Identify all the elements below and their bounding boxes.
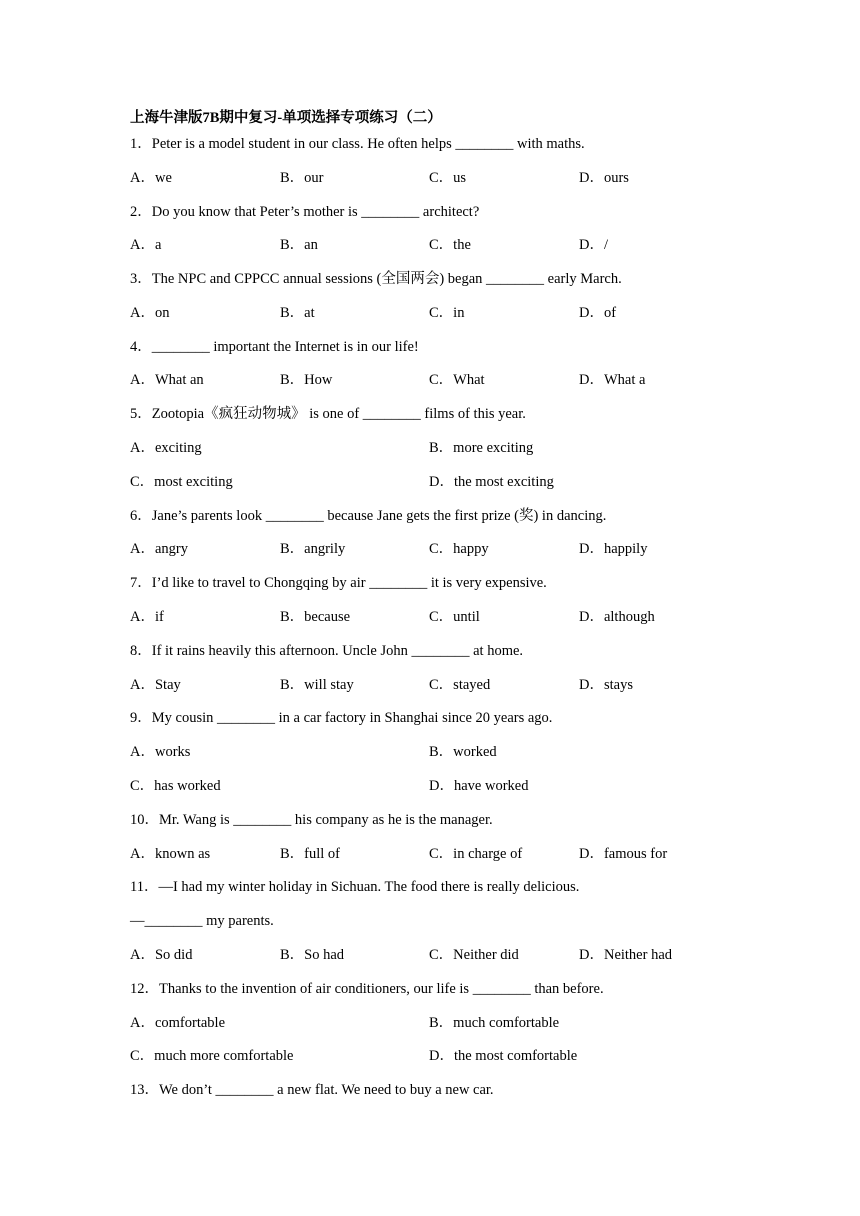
question-12-stem: 12．Thanks to the invention of air conditioners, our life is ________ than before. (130, 981, 604, 997)
q2-option-a: A．a (130, 237, 162, 253)
q12-option-d: D．the most comfortable (429, 1048, 578, 1064)
q1-option-d: D．ours (579, 170, 629, 186)
question-9-stem: 9．My cousin ________ in a car factory in Shanghai since 20 years ago. (130, 710, 553, 726)
q7-option-a: A．if (130, 609, 164, 625)
q9-option-b: B．worked (429, 744, 497, 760)
q6-option-a: A．angry (130, 541, 188, 557)
q5-option-a: A．exciting (130, 440, 202, 456)
q9-option-d: D．have worked (429, 778, 529, 794)
q3-option-a: A．on (130, 305, 170, 321)
q2-option-c: C．the (429, 237, 471, 253)
question-7-stem: 7．I’d like to travel to Chongqing by air ________ it is very expensive. (130, 575, 547, 591)
q5-option-c: C．most exciting (130, 474, 233, 490)
q11-option-c: C．Neither did (429, 947, 519, 963)
q1-option-a: A．we (130, 170, 172, 186)
q8-option-b: B．will stay (280, 677, 354, 693)
question-4-stem: 4．________ important the Internet is in our life! (130, 339, 419, 355)
q3-option-b: B．at (280, 305, 315, 321)
q12-option-b: B．much comfortable (429, 1015, 560, 1031)
q5-option-d: D．the most exciting (429, 474, 554, 490)
question-11-response: —________ my parents. (130, 913, 274, 929)
q8-option-a: A．Stay (130, 677, 181, 693)
q8-option-c: C．stayed (429, 677, 491, 693)
q6-option-d: D．happily (579, 541, 648, 557)
q2-option-b: B．an (280, 237, 318, 253)
q7-option-b: B．because (280, 609, 351, 625)
q10-option-c: C．in charge of (429, 846, 523, 862)
q7-option-c: C．until (429, 609, 480, 625)
q4-option-a: A．What an (130, 372, 204, 388)
q9-option-a: A．works (130, 744, 191, 760)
question-10-stem: 10．Mr. Wang is ________ his company as he is the manager. (130, 812, 493, 828)
q4-option-d: D．What a (579, 372, 646, 388)
document-title: 上海牛津版7B期中复习-单项选择专项练习（二） (130, 110, 442, 126)
q5-option-b: B．more exciting (429, 440, 534, 456)
question-3-stem: 3．The NPC and CPPCC annual sessions (全国两会) began ________ early March. (130, 271, 622, 287)
q11-option-b: B．So had (280, 947, 345, 963)
q7-option-d: D．although (579, 609, 655, 625)
q4-option-c: C．What (429, 372, 485, 388)
q12-option-c: C．much more comfortable (130, 1048, 294, 1064)
q10-option-b: B．full of (280, 846, 341, 862)
q6-option-b: B．angrily (280, 541, 346, 557)
q11-option-d: D．Neither had (579, 947, 673, 963)
q3-option-d: D．of (579, 305, 617, 321)
question-13-stem: 13．We don’t ________ a new flat. We need to buy a new car. (130, 1082, 494, 1098)
q8-option-d: D．stays (579, 677, 633, 693)
q9-option-c: C．has worked (130, 778, 221, 794)
q10-option-d: D．famous for (579, 846, 668, 862)
q1-option-b: B．our (280, 170, 324, 186)
q11-option-a: A．So did (130, 947, 193, 963)
question-8-stem: 8．If it rains heavily this afternoon. Uncle John ________ at home. (130, 643, 524, 659)
q3-option-c: C．in (429, 305, 465, 321)
question-6-stem: 6．Jane’s parents look ________ because Jane gets the first prize (奖) in dancing. (130, 508, 607, 524)
q4-option-b: B．How (280, 372, 333, 388)
question-1-stem: 1．Peter is a model student in our class. He often helps ________ with maths. (130, 136, 585, 152)
question-2-stem: 2．Do you know that Peter’s mother is ________ architect? (130, 204, 480, 220)
q2-option-d: D．/ (579, 237, 608, 253)
question-5-stem: 5．Zootopia《疯狂动物城》 is one of ________ films of this year. (130, 406, 526, 422)
question-11-stem: 11．—I had my winter holiday in Sichuan. The food there is really delicious. (130, 879, 580, 895)
q12-option-a: A．comfortable (130, 1015, 226, 1031)
q1-option-c: C．us (429, 170, 467, 186)
q10-option-a: A．known as (130, 846, 211, 862)
q6-option-c: C．happy (429, 541, 489, 557)
